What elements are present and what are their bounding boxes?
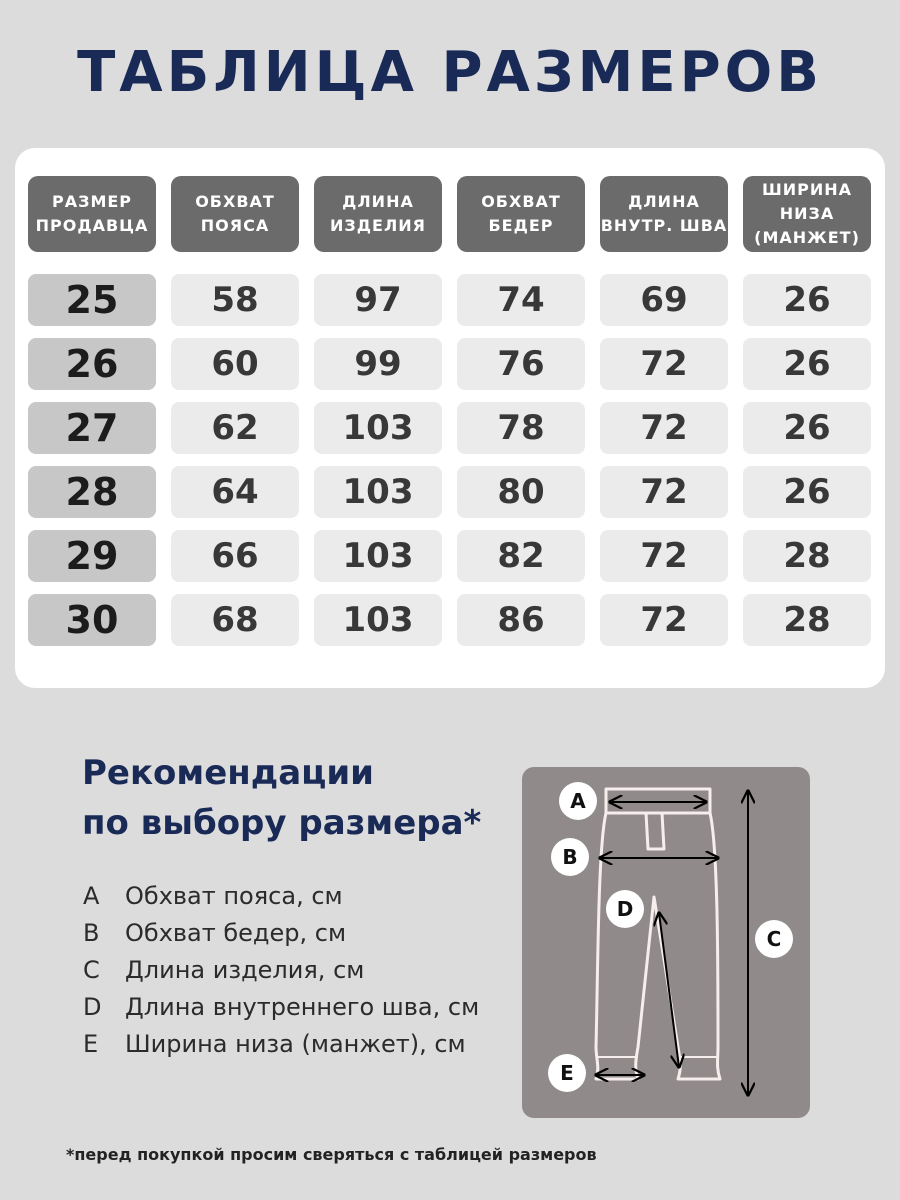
table-cell: 86 <box>457 594 585 646</box>
label-e: E <box>560 1061 574 1085</box>
header-line: ОБХВАТ <box>195 192 275 211</box>
header-cuff-width <box>743 176 871 252</box>
trousers-diagram <box>522 767 810 1118</box>
legend-item <box>83 914 479 951</box>
table-cell: 80 <box>457 466 585 518</box>
table-cell: 72 <box>600 594 728 646</box>
table-cell: 99 <box>314 338 442 390</box>
table-cell: 103 <box>314 402 442 454</box>
header-seller-size <box>28 176 156 252</box>
label-b-badge <box>551 838 589 876</box>
table-cell-size: 30 <box>28 594 156 646</box>
table-cell-size: 27 <box>28 402 156 454</box>
arrow-d <box>659 913 679 1067</box>
header-line: ДЛИНА <box>342 192 414 211</box>
table-cell: 103 <box>314 466 442 518</box>
table-cell: 78 <box>457 402 585 454</box>
header-line: ОБХВАТ <box>481 192 561 211</box>
legend-item <box>83 988 479 1025</box>
table-cell-size: 28 <box>28 466 156 518</box>
header-line: ПОЯСА <box>200 216 270 235</box>
table-cell: 28 <box>743 594 871 646</box>
table-cell: 26 <box>743 466 871 518</box>
header-line: ПРОДАВЦА <box>35 216 149 235</box>
trousers-outline-icon <box>596 789 720 1079</box>
header-line: ШИРИНА <box>761 180 853 199</box>
legend-text: Длина внутреннего шва, см <box>125 992 480 1021</box>
table-cell: 26 <box>743 274 871 326</box>
size-table <box>15 148 885 688</box>
legend-letter: C <box>83 955 100 984</box>
table-cell: 76 <box>457 338 585 390</box>
recommendations-title-line: Рекомендации <box>82 753 375 793</box>
label-e-badge <box>548 1054 586 1092</box>
table-cell-size: 26 <box>28 338 156 390</box>
trousers-diagram-svg <box>522 767 810 1118</box>
table-cell: 103 <box>314 594 442 646</box>
table-cell: 62 <box>171 402 299 454</box>
table-cell: 74 <box>457 274 585 326</box>
header-line: ИЗДЕЛИЯ <box>330 216 426 235</box>
table-cell: 58 <box>171 274 299 326</box>
header-line: РАЗМЕР <box>51 192 133 211</box>
header-line: (МАНЖЕТ) <box>754 228 860 247</box>
label-b: B <box>562 845 578 869</box>
recommendations-title <box>82 748 481 848</box>
header-inseam <box>600 176 728 252</box>
legend-letter: E <box>83 1029 99 1058</box>
measurement-legend <box>83 877 479 1062</box>
table-cell: 97 <box>314 274 442 326</box>
legend-letter: D <box>83 992 102 1021</box>
label-d-badge <box>606 890 644 928</box>
legend-text: Обхват бедер, см <box>125 918 347 947</box>
table-cell: 69 <box>600 274 728 326</box>
legend-item <box>83 951 479 988</box>
table-cell: 72 <box>600 402 728 454</box>
legend-text: Ширина низа (манжет), см <box>125 1029 466 1058</box>
legend-letter: B <box>83 918 100 947</box>
table-cell: 26 <box>743 338 871 390</box>
table-cell: 72 <box>600 466 728 518</box>
table-cell: 103 <box>314 530 442 582</box>
table-cell-size: 29 <box>28 530 156 582</box>
table-cell: 66 <box>171 530 299 582</box>
label-c: C <box>766 927 782 951</box>
header-waist <box>171 176 299 252</box>
label-a: A <box>570 789 586 813</box>
table-cell: 72 <box>600 530 728 582</box>
label-d: D <box>616 897 634 921</box>
legend-item <box>83 1025 479 1062</box>
table-cell: 60 <box>171 338 299 390</box>
recommendations-title-line: по выбору размера* <box>82 803 482 843</box>
table-cell: 68 <box>171 594 299 646</box>
label-a-badge <box>559 782 597 820</box>
header-line: НИЗА <box>779 204 835 223</box>
header-length <box>314 176 442 252</box>
legend-text: Обхват пояса, см <box>125 881 343 910</box>
table-cell: 82 <box>457 530 585 582</box>
legend-item <box>83 877 479 914</box>
table-cell: 26 <box>743 402 871 454</box>
legend-text: Длина изделия, см <box>125 955 365 984</box>
header-line: БЕДЕР <box>488 216 554 235</box>
table-cell-size: 25 <box>28 274 156 326</box>
table-cell: 72 <box>600 338 728 390</box>
header-line: ВНУТР. ШВА <box>600 216 728 235</box>
header-line: ДЛИНА <box>628 192 700 211</box>
table-cell: 28 <box>743 530 871 582</box>
footnote: *перед покупкой просим сверяться с таблицей размеров <box>66 1145 597 1164</box>
page-title: ТАБЛИЦА РАЗМЕРОВ <box>77 40 823 105</box>
table-cell: 64 <box>171 466 299 518</box>
header-hips <box>457 176 585 252</box>
label-c-badge <box>755 920 793 958</box>
legend-letter: A <box>83 881 100 910</box>
